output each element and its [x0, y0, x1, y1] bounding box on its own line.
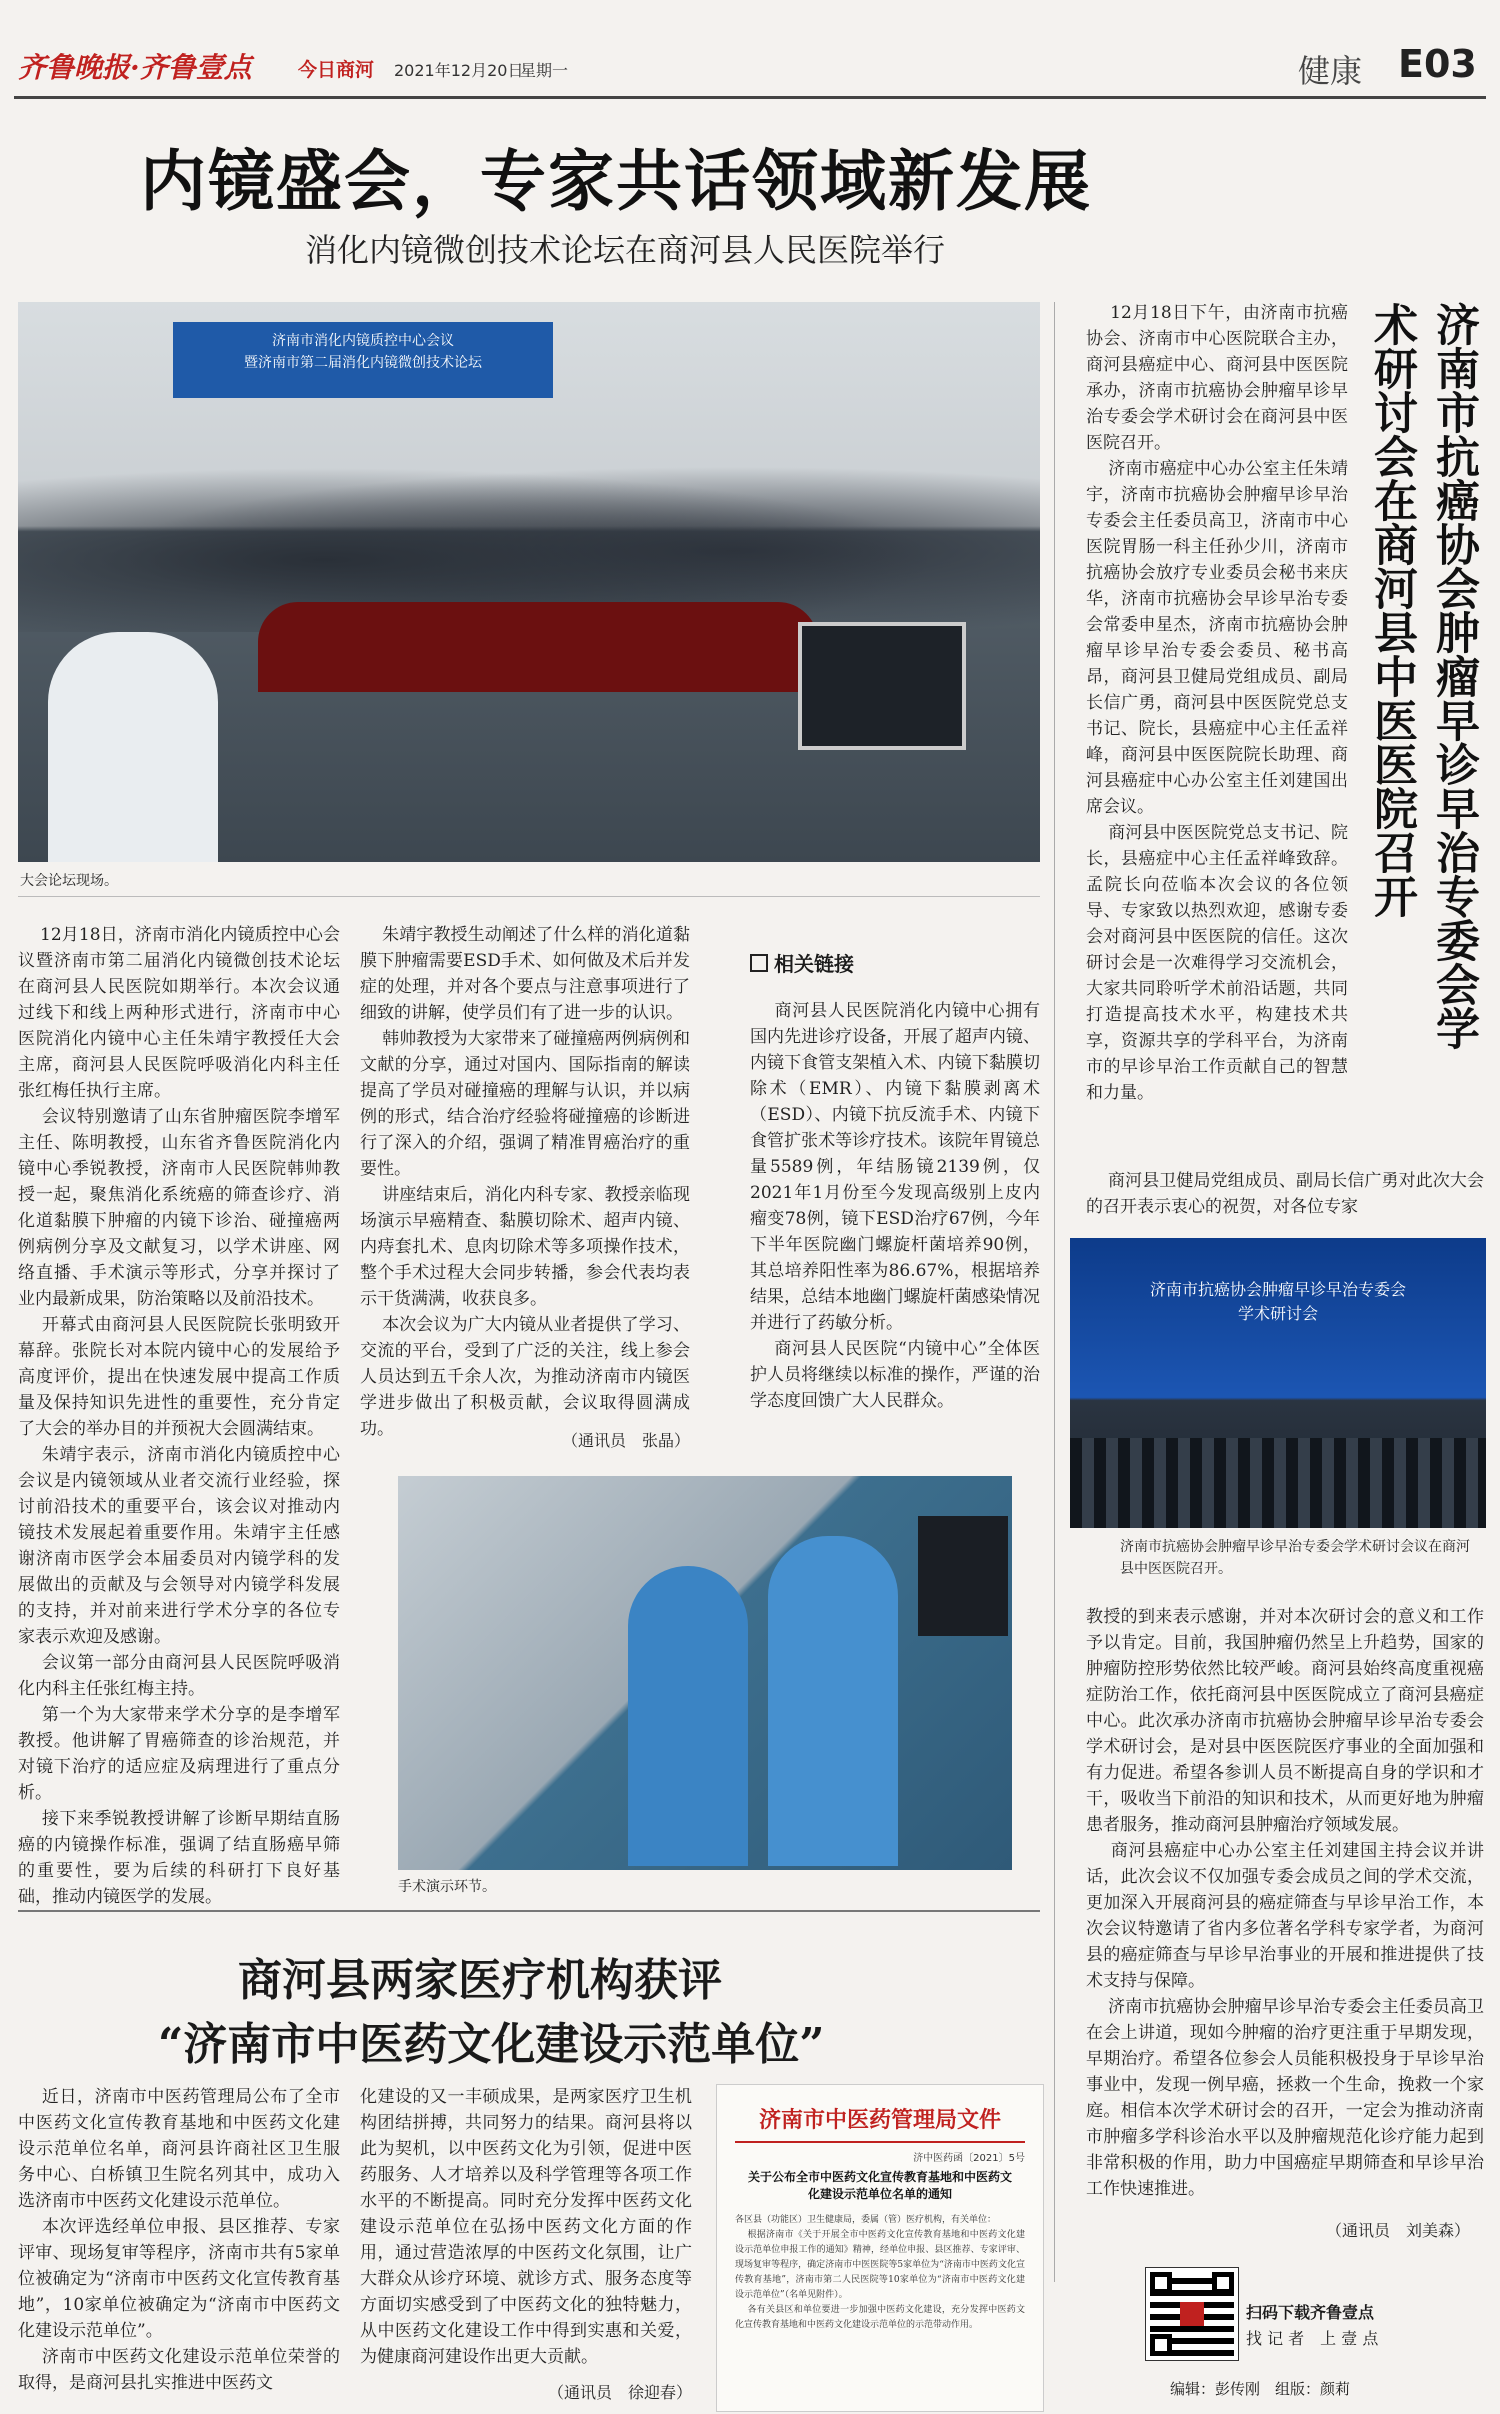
issue-date: 2021年12月20日 [394, 61, 524, 80]
document-red-line [735, 2141, 1025, 2143]
laptop-screen [798, 622, 966, 750]
masthead [0, 0, 1500, 100]
article3-byline: （通讯员 徐迎春） [547, 2383, 692, 2402]
article1-headline: 内镜盛会，专家共话领域新发展 [140, 142, 1092, 220]
seminar-photo-caption: 济南市抗癌协会肿瘤早诊早治专委会学术研讨会议在商河县中医医院召开。 [1120, 1539, 1470, 1577]
qr-sublabel: 找 记 者 上 壹 点 [1246, 2329, 1379, 2348]
related-link-heading [750, 948, 854, 977]
photo-banner-text: 济南市消化内镜质控中心会议 暨济南市第二届消化内镜微创技术论坛 [244, 333, 482, 371]
section-name: 健康 [1298, 52, 1363, 90]
monitor [918, 1516, 1008, 1636]
official-document [716, 2084, 1044, 2412]
article3-headline-line2: “济南市中医药文化建设示范单位” [158, 2019, 825, 2070]
document-icon [750, 954, 768, 972]
forum-photo-caption: 大会论坛现场。 [20, 873, 118, 889]
document-number: 济中医药函〔2021〕5号 [913, 2153, 1025, 2164]
document-body: 各区县（功能区）卫生健康局，委属（管）医疗机构，有关单位： 根据济南市《关于开展全市中医药文化宣传教育基地和中医药文化建设示范单位申报工作的通知》精神，经单位申报、县区推荐、专家评审、现场复审等程序，确定济南市中医医院等5家单位为“济南市中医药文化宣传教育基地”，济南市第二人民医院等10家单位为“济南市中医药文化建设示范单位”（名单见附件）。 各有关县区和单位要进一步加强中医药文化建设，充分发挥中医药文化宣传教育基地和中医药文化建设示范单位的示范带动作用。 [735, 2215, 1025, 2330]
white-coat-doctor [48, 632, 218, 862]
article2-text-bottom: 教授的到来表示感谢，并对本次研讨会的意义和工作予以肯定。目前，我国肿瘤仍然呈上升趋势，国家的肿瘤防控形势依然比较严峻。商河县始终高度重视癌症防治工作，依托商河县中医医院成立了商河县癌症中心。此次承办济南市抗癌协会肿瘤早诊早治专委会学术研讨会，是对县中医医院医疗事业的全面加强和有力促进。希望各参训人员不断提高自身的学识和才干，吸收当下前沿的知识和技术，从而更好地为肿瘤患者服务，推动商河县肿瘤治疗领域发展。 商河县癌症中心办公室主任刘建国主持会议并讲话，此次会议不仅加强专委会成员之间的学术交流，更加深入开展商河县的癌症筛查与早诊早治工作，本次会议特邀请了省内多位著名学科专家学者，为商河县的癌症筛查与早诊早治事业的开展和推进提供了技术支持与保障。 济南市抗癌协会肿瘤早诊早治专委会主任委员高卫在会上讲道，现如今肿瘤的治疗更注重于早期发现，早期治疗。希望各位参会人员能积极投身于早诊早治事业中，发现一例早癌，拯救一个生命，挽救一个家庭。相信本次学术研讨会的召开，一定会为推动济南市肿瘤多学科诊治水平以及肿瘤规范化诊疗能力起到非常积极的作用，助力中国癌症早期筛查和早诊早治工作快速推进。 [1086, 1607, 1485, 2199]
surgery-photo-caption: 手术演示环节。 [398, 1879, 496, 1895]
article2-headline: 济南市抗癌协会肿瘤早诊早治专委会学术研讨会在商河县中医医院召开 [1366, 302, 1479, 1050]
article3-headline-line1: 商河县两家医疗机构获评 [238, 1955, 722, 2006]
surgery-photo [398, 1476, 1012, 1870]
article2-byline: （通讯员 刘美森） [1325, 2221, 1470, 2240]
masthead-rule [14, 96, 1486, 99]
article2-text-top: 12月18日下午，由济南市抗癌协会、济南市中心医院联合主办，商河县癌症中心、商河县中医医院承办，济南市抗癌协会肿瘤早诊早治专委会学术研讨会在商河县中医医院召开。 济南市癌症中心办公室主任朱靖宇，济南市抗癌协会肿瘤早诊早治专委会主任委员高卫，济南市中心医院胃肠一科主任孙少川，济南市抗癌协会放疗专业委员会秘书来庆华，济南市抗癌协会早诊早治专委会常委申星杰，济南市抗癌协会肿瘤早诊早治专委会委员、秘书高昂，商河县卫健局党组成员、副局长信广勇，商河县中医医院党总支书记、院长，县癌症中心主任孟祥峰，商河县中医医院院长助理、商河县癌症中心办公室主任刘建国出席会议。 商河县中医医院党总支书记、院长，县癌症中心主任孟祥峰致辞。孟院长向莅临本次会议的各位领导、专家致以热烈欢迎，感谢专委会对商河县中医医院的信任。这次研讨会是一次难得学习交流机会，大家共同聆听学术前沿话题，共同打造提高技术水平，构建技术共享，资源共享的学科平台，为济南市的早诊早治工作贡献自己的智慧和力量。 [1086, 303, 1349, 1103]
surgeon-figure-right [768, 1536, 898, 1866]
qr-finder-bl [1150, 2334, 1172, 2356]
column-divider [1054, 302, 1055, 2282]
document-title: 济南市中医药管理局文件 [758, 2107, 1001, 2133]
qr-finder-tr [1212, 2272, 1234, 2294]
article1-byline: （通讯员 张晶） [561, 1431, 690, 1450]
qr-center-logo [1180, 2302, 1204, 2326]
forum-photo [18, 302, 1040, 862]
related-link-title: 相关链接 [774, 952, 854, 976]
article1-column2: 朱靖宇教授生动阐述了什么样的消化道黏膜下肿瘤需要ESD手术、如何做及术后并发症的处理，并对各个要点与注意事项进行了细致的讲解，使学员们有了进一步的认识。 韩帅教授为大家带来了碰撞癌两例病例和文献的分享，通过对国内、国际指南的解读提高了学员对碰撞癌的理解与认识，并以病例的形式，结合治疗经验将碰撞癌的诊断进行了深入的介绍，强调了精准胃癌治疗的重要性。 讲座结束后，消化内科专家、教授亲临现场演示早癌精查、黏膜切除术、超声内镜、内痔套扎术、息肉切除术等多项操作技术，整个手术过程大会同步转播，参会代表均表示干货满满，收获良多。 本次会议为广大内镜从业者提供了学习、交流的平台，受到了广泛的关注，线上参会人员达到五千余人次，为推动济南市内镜医学进步做出了积极贡献，会议取得圆满成功。 [360, 925, 690, 1439]
qr-label: 扫码下载齐鲁壹点 [1246, 2303, 1375, 2322]
caption-divider [18, 896, 1040, 897]
article2-text-wide: 商河县卫健局党组成员、副局长信广勇对此次大会的召开表示衷心的祝贺，对各位专家 [1086, 1171, 1484, 1217]
qr-code[interactable] [1146, 2268, 1238, 2360]
edition-label: 今日商河 [298, 59, 375, 81]
article3-column1: 近日，济南市中医药管理局公布了全市中医药文化宣传教育基地和中医药文化建设示范单位名单，商河县许商社区卫生服务中心、白桥镇卫生院名列其中，成功入选济南市中医药文化建设示范单位。 本次评选经单位申报、县区推荐、专家评审、现场复审等程序，济南市共有5家单位被确定为“济南市中医药文化宣传教育基地”，10家单位被确定为“济南市中医药文化建设示范单位”。 济南市中医药文化建设示范单位荣誉的取得，是商河县扎实推进中医药文 [18, 2087, 340, 2393]
conference-table [258, 602, 818, 692]
qr-finder-tl [1150, 2272, 1172, 2294]
article1-column3: 商河县人民医院消化内镜中心拥有国内先进诊疗设备，开展了超声内镜、内镜下食管支架植入术、内镜下黏膜切除术（EMR）、内镜下黏膜剥离术（ESD）、内镜下抗反流手术、内镜下食管扩张术等诊疗技术。该院年胃镜总量5589例，年结肠镜2139例，仅2021年1月份至今发现高级别上皮内瘤变78例，镜下ESD治疗67例，今年下半年医院幽门螺旋杆菌培养90例，其总培养阳性率为86.67%，根据培养结果，总结本地幽门螺旋杆菌感染情况并进行了药敏分析。 商河县人民医院“内镜中心”全体医护人员将继续以标准的操作，严谨的治学态度回馈广大人民群众。 [750, 1001, 1040, 1411]
surgeon-figure-left [628, 1566, 748, 1866]
issue-weekday: 星期一 [520, 61, 569, 80]
document-heading: 关于公布全市中医药文化宣传教育基地和中医药文化建设示范单位名单的通知 [747, 2170, 1012, 2201]
article1-subhead: 消化内镜微创技术论坛在商河县人民医院举行 [305, 231, 946, 269]
article3-column2: 化建设的又一丰硕成果，是两家医疗卫生机构团结拼搏，共同努力的结果。商河县将以此为契机，以中医药文化为引领，促进中医药服务、人才培养以及科学管理等各项工作水平的不断提高。同时充分发挥中医药文化建设示范单位在弘扬中医药文化方面的作用，通过营造浓厚的中医药文化氛围，让广大群众从诊疗环境、就诊方式、服务态度等方面切实感受到了中医药文化的独特魅力，从中医药文化建设工作中得到实惠和关爱，为健康商河建设作出更大贡献。 [360, 2087, 692, 2367]
audience-rows [1070, 1438, 1486, 1528]
page-number: E03 [1398, 42, 1477, 86]
seminar-photo [1070, 1238, 1486, 1528]
article1-bottom-rule [18, 1910, 1040, 1912]
editor-credits: 编辑：彭传刚 组版：颜莉 [1170, 2380, 1351, 2398]
paper-logo: 齐鲁晚报·齐鲁壹点 [18, 51, 252, 84]
seminar-banner-text: 济南市抗癌协会肿瘤早诊早治专委会 学术研讨会 [1149, 1280, 1406, 1323]
article1-column1: 12月18日，济南市消化内镜质控中心会议暨济南市第二届消化内镜微创技术论坛在商河县人民医院如期举行。本次会议通过线下和线上两种形式进行，济南市中心医院消化内镜中心主任朱靖宇教授任大会主席，商河县人民医院呼吸消化内科主任张红梅任执行主席。 会议特别邀请了山东省肿瘤医院李增军主任、陈明教授，山东省齐鲁医院消化内镜中心季锐教授，济南市人民医院韩帅教授一起，聚焦消化系统癌的筛查诊疗、消化道黏膜下肿瘤的内镜下诊治、碰撞癌两例病例分享及文献复习，以学术讲座、网络直播、手术演示等形式，分享并探讨了业内最新成果，防治策略以及前沿技术。 开幕式由商河县人民医院院长张明致开幕辞。张院长对本院内镜中心的发展给予高度评价，提出在快速发展中提高工作质量及保持知识先进性的重要性，充分肯定了大会的举办目的并预祝大会圆满结束。 朱靖宇表示，济南市消化内镜质控中心会议是内镜领域从业者交流行业经验，探讨前沿技术的重要平台，该会议对推动内镜技术发展起着重要作用。朱靖宇主任感谢济南市医学会本届委员对内镜学科的发展做出的贡献及与会领导对内镜学科发展的支持，并对前来进行学术分享的各位专家表示欢迎及感谢。 会议第一部分由商河县人民医院呼吸消化内科主任张红梅主持。 第一个为大家带来学术分享的是李增军教授。他讲解了胃癌筛查的诊治规范，并对镜下治疗的适应症及病理进行了重点分析。 接下来季锐教授讲解了诊断早期结直肠癌的内镜操作标准，强调了结直肠癌早筛的重要性，要为后续的科研打下良好基础，推动内镜医学的发展。 [18, 925, 340, 1907]
